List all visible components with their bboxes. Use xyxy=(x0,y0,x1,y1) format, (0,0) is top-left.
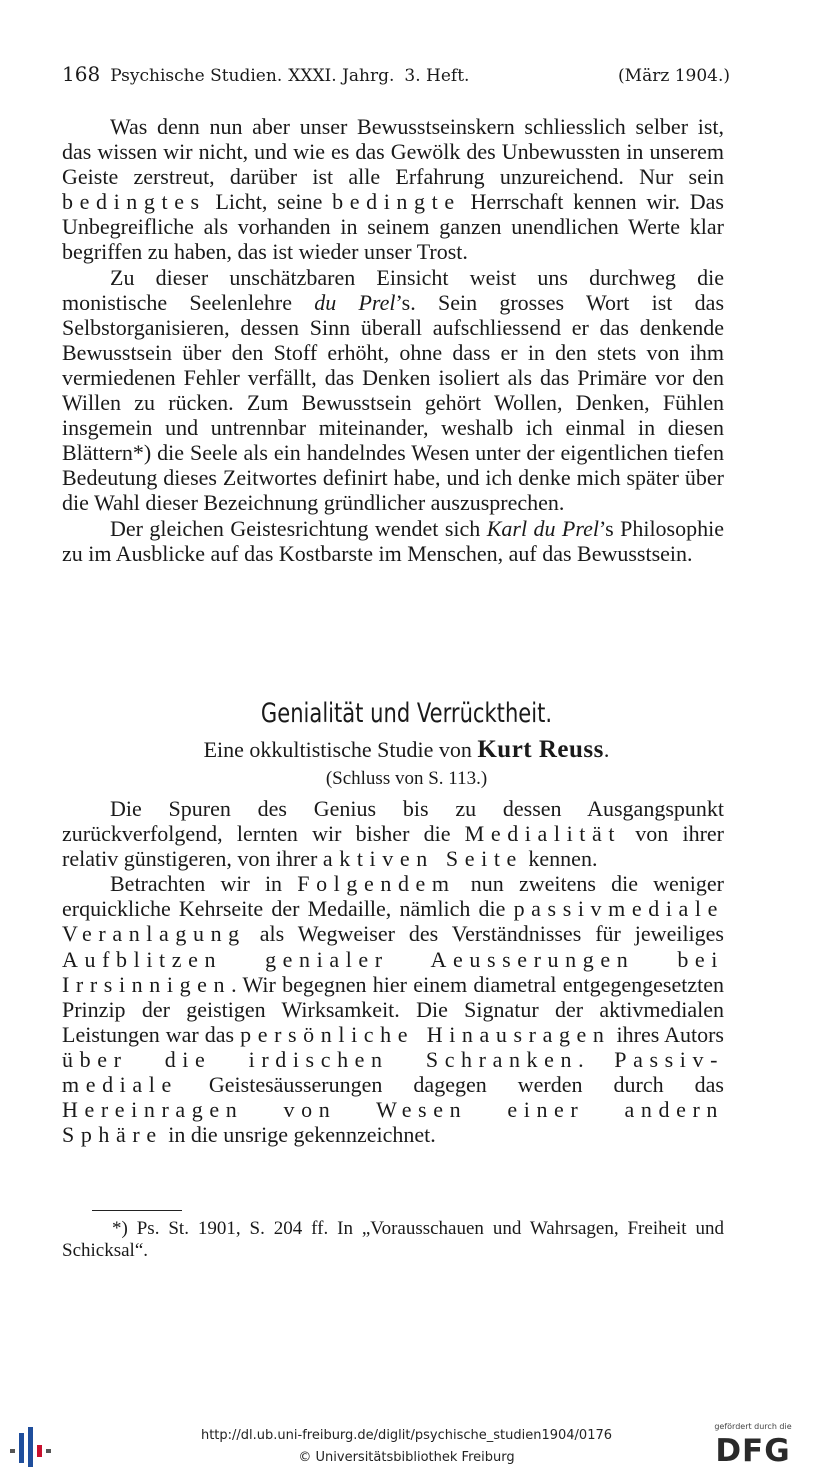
issue-date: (März 1904.) xyxy=(618,66,730,86)
essay-text-top xyxy=(62,114,724,566)
emphasized-text: Folgendem xyxy=(297,871,456,897)
text-run: in die unsrige gekennzeichnet. xyxy=(162,1122,436,1148)
footnote: *) Ps. St. 1901, S. 204 ff. In „Vorausschauen und Wahrsagen, Freiheit und Schicksal“. xyxy=(62,1218,724,1261)
permalink[interactable] xyxy=(0,1428,813,1443)
footnote-rule xyxy=(92,1210,182,1211)
text-run: ’s. Sein grosses Wort ist das Selbstorganisieren, dessen Sinn überall aufschliessend er das denkende Bewusstsein über den Stoff erhöht, ohne dass er in den stets von ihm vermiedenen Fehler verfällt, das Denken isoliert als das Primäre vor den Willen zu rücken. Zum Bewusstsein gehört Wollen, Denken, Fühlen insgemein und untrennbar miteinander, weshalb ich einmal in diesen Blättern*) die Seele als ein handelndes Wesen unter der eigentlichen tiefen Bedeutung dieses Zeitwortes definirt habe, und ich denke mich später über die Wahl dieser Bezeichnung gründlicher auszusprechen. xyxy=(62,289,724,516)
text-run: Die Spuren des Genius bis zu dessen Ausgangspunkt zurückverfolgend, lernten wir bisher die xyxy=(62,796,724,847)
continuation-note: (Schluss von S. 113.) xyxy=(325,768,488,789)
text-run: nun zweitens die weniger erquickliche Kehrseite der Medaille, nämlich die xyxy=(62,871,724,922)
emphasized-text: Medialität xyxy=(464,821,622,847)
text-run: als Wegweiser des Verständnisses für jeweiliges xyxy=(245,921,724,947)
text-run: kennen. xyxy=(522,846,598,872)
text-run: Licht, seine xyxy=(205,189,333,215)
running-head xyxy=(62,62,730,90)
emphasized-text: Aufblitzen genialer Aeusserungen bei Irrsinnigen xyxy=(62,946,724,997)
italic-name: Karl du Prel xyxy=(486,515,599,541)
article-subtitle xyxy=(0,736,813,764)
journal-title: Psychische Studien. xyxy=(110,66,283,86)
paragraph-p5 xyxy=(62,871,724,1147)
text-run: Betrachten wir in xyxy=(110,871,298,897)
paragraph-p1 xyxy=(62,114,724,265)
paragraph-p4 xyxy=(62,796,724,871)
text-run: von ihrer relativ günstigeren, von ihrer xyxy=(62,821,725,872)
volume-year: XXXI. Jahrg. xyxy=(288,66,395,86)
text-run: Der gleichen Geistesrichtung wendet sich xyxy=(110,515,487,541)
text-run: Herrschaft kennen wir. Das Unbegreifliche als vorhanden in seinem ganzen unendlichen Werte klar begriffen zu haben, das ist wieder unser Trost. xyxy=(62,189,724,265)
text-run: ihres Autors xyxy=(610,1021,724,1047)
emphasized-text: über die irdischen Schranken xyxy=(62,1046,579,1072)
subtitle-prefix: Eine okkultistische Studie von xyxy=(203,737,472,762)
emphasized-text: Passiv-mediale xyxy=(62,1046,725,1098)
dfg-caption: gefördert durch die xyxy=(714,1422,792,1431)
emphasized-text: bedingte xyxy=(332,189,461,215)
copyright-notice: © Universitätsbibliothek Freiburg xyxy=(298,1450,515,1465)
paragraph-p3 xyxy=(62,516,724,566)
emphasized-text: bedingtes xyxy=(62,189,206,215)
article-author: Kurt Reuss xyxy=(477,736,604,763)
text-run: . xyxy=(578,1046,615,1072)
text-run: ’s Philosophie zu im Ausblicke auf das Kostbarste im Menschen, auf das Bewusstsein. xyxy=(62,515,724,566)
dfg-logo: DFG xyxy=(715,1433,791,1469)
permalink-link[interactable]: http://dl.ub.uni-freiburg.de/diglit/psychische_studien1904/0176 xyxy=(200,1428,613,1443)
text-run: Was denn nun aber unser Bewusstseinskern schliesslich selber ist, das wissen wir nicht, und wie es das Gewölk des Unbewussten in unserem Geiste zerstreut, darüber ist alle Erfahrung unzureichend. Nur sein xyxy=(62,114,724,190)
page-number: 168 xyxy=(62,62,101,86)
text-run: . Wir begegnen hier einem diametral entgegengesetzten Prinzip der geistigen Wirksamkeit. Die Signatur der aktivmedialen Leistungen war das xyxy=(62,971,724,1047)
text-run: Geistesäusserungen dagegen werden durch das xyxy=(177,1072,724,1098)
emphasized-text: Hereinragen von Wesen einer andern Sphäre xyxy=(62,1097,724,1148)
article-text xyxy=(62,796,724,1147)
text-run: Zu dieser unschätzbaren Einsicht weist uns durchweg die monistische Seelenlehre xyxy=(62,264,724,315)
italic-name: du Prel xyxy=(314,289,396,315)
paragraph-p2 xyxy=(62,265,724,516)
emphasized-text: persönliche Hinausragen xyxy=(240,1021,611,1047)
emphasized-text: passivmediale Veranlagung xyxy=(62,896,724,947)
subtitle-suffix: . xyxy=(603,737,610,762)
issue-number: 3. Heft. xyxy=(404,66,470,86)
emphasized-text: aktiven Seite xyxy=(322,846,523,872)
footer-bar xyxy=(0,1420,813,1473)
article-title: Genialität und Verrücktheit. xyxy=(260,698,553,729)
